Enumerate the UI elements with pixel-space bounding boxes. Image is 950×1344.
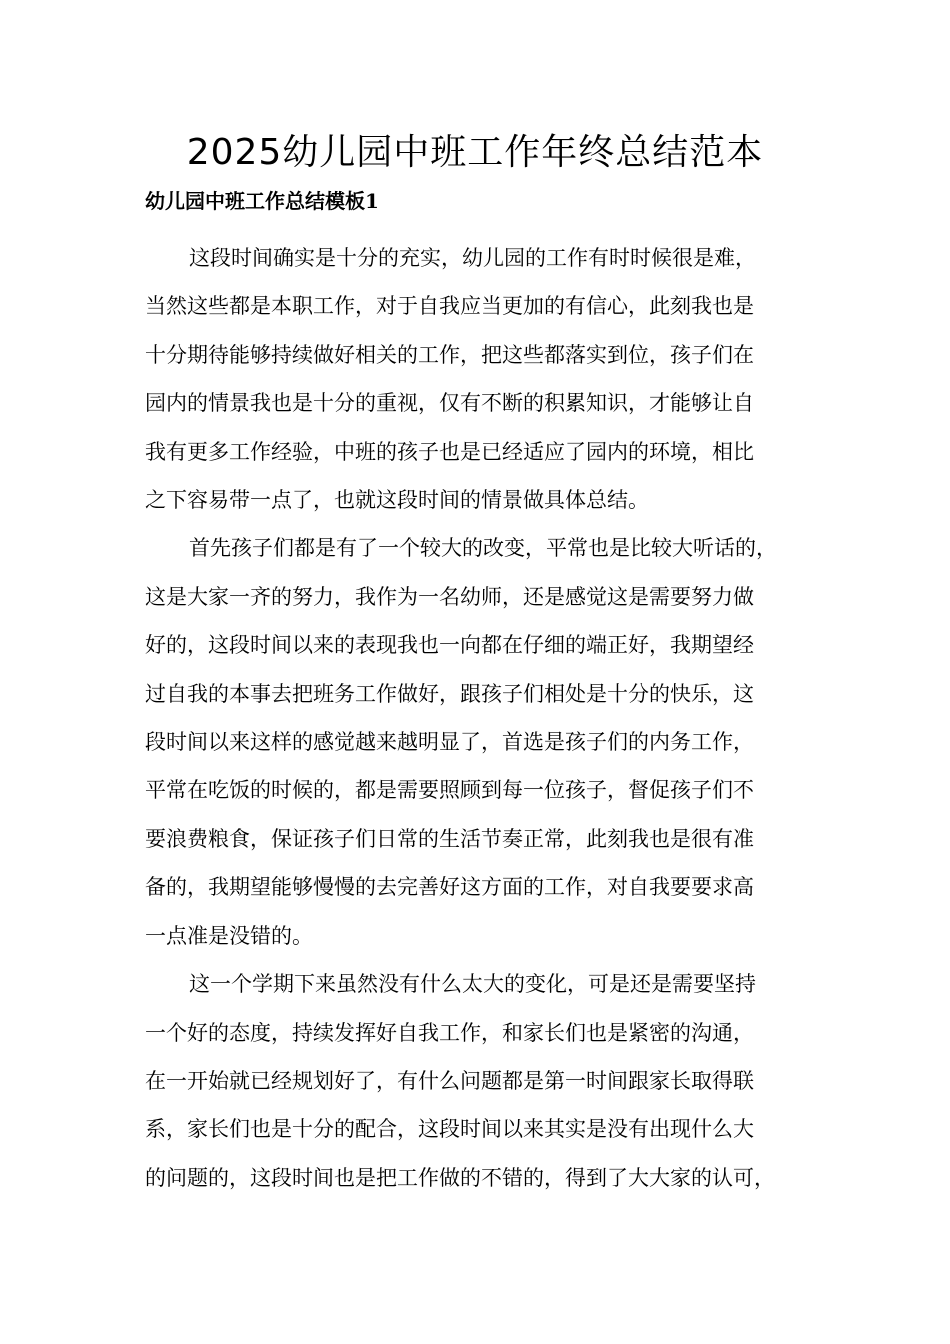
text-line: 平常在吃饭的时候的，都是需要照顾到每一位孩子，督促孩子们不 — [145, 778, 754, 803]
text-line: 要浪费粮食，保证孩子们日常的生活节奏正常，此刻我也是很有准 — [145, 826, 754, 851]
text-line: 之下容易带一点了，也就这段时间的情景做具体总结。 — [145, 488, 649, 513]
text-line: 当然这些都是本职工作，对于自我应当更加的有信心，此刻我也是 — [145, 294, 754, 319]
text-line: 系，家长们也是十分的配合，这段时间以来其实是没有出现什么大 — [145, 1117, 754, 1142]
document-subtitle: 幼儿园中班工作总结模板1 — [145, 189, 379, 213]
paragraph-2 — [145, 524, 815, 960]
text-line: 在一开始就已经规划好了，有什么问题都是第一时间跟家长取得联 — [145, 1068, 754, 1093]
text-line: 备的，我期望能够慢慢的去完善好这方面的工作，对自我要要求高 — [145, 875, 754, 900]
document-body — [145, 234, 815, 1202]
text-line: 十分期待能够持续做好相关的工作，把这些都落实到位，孩子们在 — [145, 342, 754, 367]
text-line: 的问题的，这段时间也是把工作做的不错的，得到了大大家的认可， — [145, 1165, 775, 1190]
text-line: 首先孩子们都是有了一个较大的改变，平常也是比较大听话的， — [189, 536, 777, 561]
text-line: 段时间以来这样的感觉越来越明显了，首选是孩子们的内务工作， — [145, 730, 754, 755]
document-title: 2025幼儿园中班工作年终总结范本 — [186, 132, 764, 173]
text-line: 园内的情景我也是十分的重视，仅有不断的积累知识，才能够让自 — [145, 391, 754, 416]
text-line: 这段时间确实是十分的充实，幼儿园的工作有时时候很是难， — [189, 246, 756, 270]
text-line: 一点准是没错的。 — [145, 923, 313, 948]
text-line: 这一个学期下来虽然没有什么太大的变化，可是还是需要坚持 — [189, 972, 756, 997]
text-line: 这是大家一齐的努力，我作为一名幼师，还是感觉这是需要努力做 — [145, 584, 754, 609]
text-line: 我有更多工作经验，中班的孩子也是已经适应了园内的环境，相比 — [145, 439, 754, 464]
paragraph-3 — [145, 960, 815, 1202]
text-line: 一个好的态度，持续发挥好自我工作，和家长们也是紧密的沟通， — [145, 1020, 754, 1045]
text-line: 好的，这段时间以来的表现我也一向都在仔细的端正好，我期望经 — [145, 633, 754, 658]
paragraph-1 — [145, 234, 815, 524]
text-line: 过自我的本事去把班务工作做好，跟孩子们相处是十分的快乐，这 — [145, 681, 754, 706]
